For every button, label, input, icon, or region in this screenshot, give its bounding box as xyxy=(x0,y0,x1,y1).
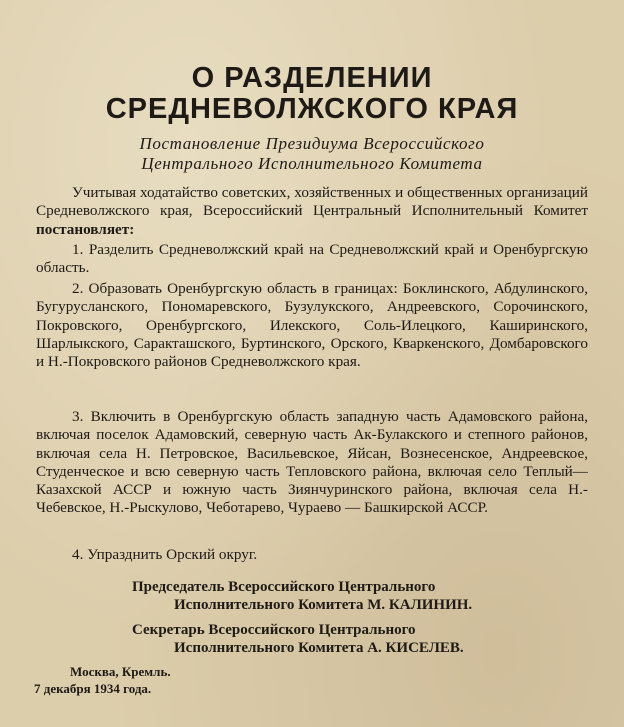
intro-paragraph xyxy=(36,184,588,239)
secretary-title-line-2: Исполнительного Комитета А. КИСЕЛЕВ. xyxy=(174,640,464,656)
point-1-paragraph: 1. Разделить Средневолжский край на Средневолжский край и Оренбургскую область. xyxy=(36,241,588,277)
chairman-title-line-1: Председатель Всероссийского Центрального xyxy=(132,579,436,595)
secretary-title-line-1: Секретарь Всероссийского Центрального xyxy=(132,622,416,638)
signing-place: Москва, Кремль. xyxy=(70,664,171,679)
intro-text: Учитывая ходатайство советских, хозяйственных и общественных организаций Средневолжского края, Всероссийский Центральный Исполнительный Комитет xyxy=(36,184,588,220)
point-3-paragraph: 3. Включить в Оренбургскую область западную часть Адамовского района, включая поселок Адамовский, северную часть Ак-Булакского и степного районов, включая села Н. Петровское, Васильевское, Яйсан, Вознесенское, Андреевское, Студенческое и всю северную часть Тепловского района, включая село Теплый—Казахской АССР и южную часть Зиянчуринского района, включая села Н.-Чебевское, Н.-Рыскулово, Чеботарево, Чураево — Башкирской АССР. xyxy=(36,408,588,517)
chairman-title-line-2: Исполнительного Комитета М. КАЛИНИН. xyxy=(174,597,473,613)
title-line-1: О РАЗДЕЛЕНИИ xyxy=(191,62,433,94)
point-2-paragraph: 2. Образовать Оренбургскую область в границах: Боклинского, Абдулинского, Бугурусланского, Пономаревского, Бузулукского, Андреевского, Сорочинского, Покровского, Оренбургского, Илекского, Соль-Илецкого, Каширинского, Шарлыкского, Саракташского, Буртинского, Орского, Кваркенского, Домбаровского и Н.-Покровского районов Средневолжского края. xyxy=(36,280,588,371)
signing-date: 7 декабря 1934 года. xyxy=(34,681,152,696)
subtitle-line-2: Центрального Исполнительного Комитета xyxy=(141,154,483,173)
title-line-2: СРЕДНЕВОЛЖСКОГО КРАЯ xyxy=(105,93,519,125)
subtitle-line-1: Постановление Президиума Всероссийского xyxy=(139,134,485,153)
resolution-keyword: постановляет: xyxy=(36,220,135,238)
point-4-paragraph: 4. Упразднить Орский округ. xyxy=(72,546,258,563)
